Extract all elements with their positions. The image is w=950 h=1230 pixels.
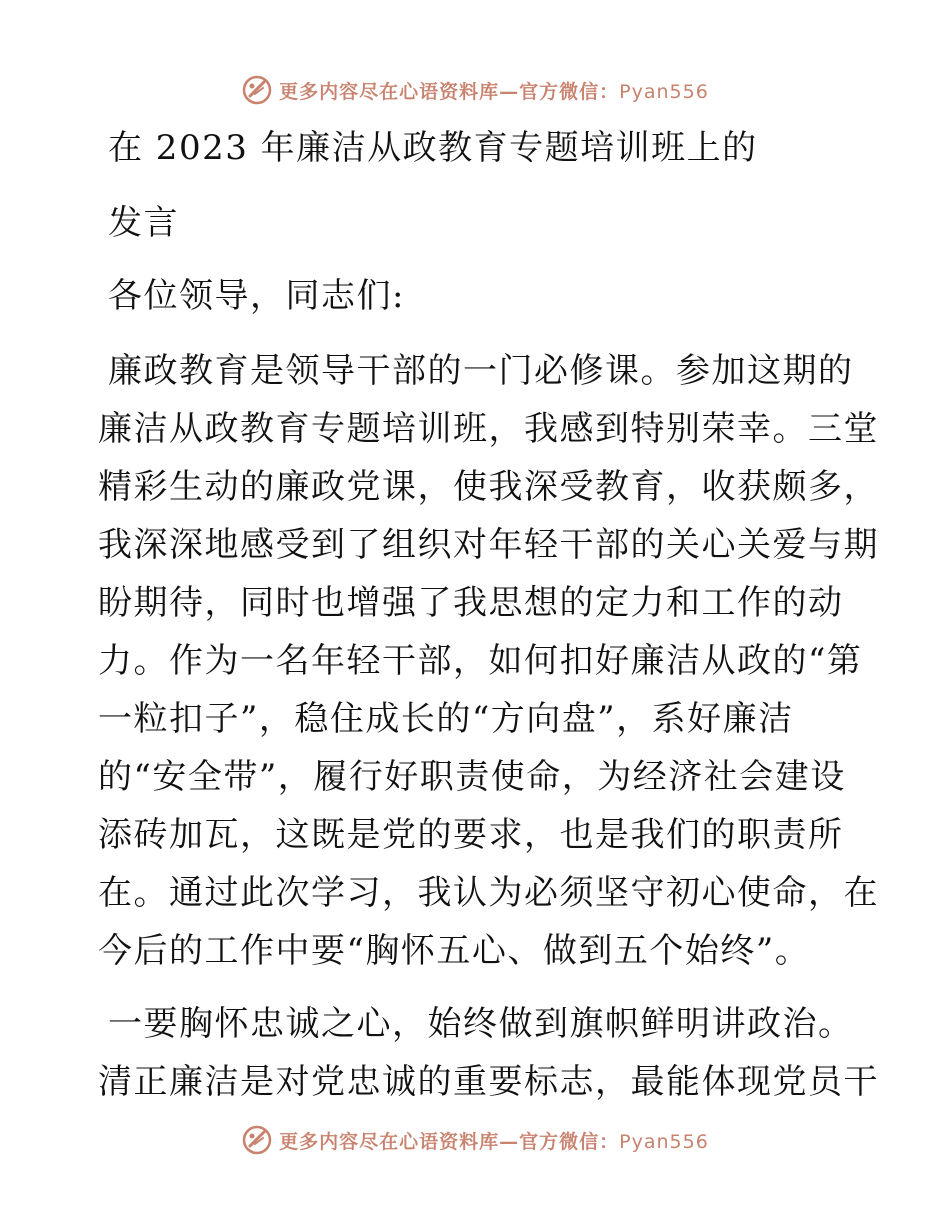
text-line: 廉洁从政教育专题培训班，我感到特别荣幸。三堂 [98,409,879,449]
watermark-text: 更多内容尽在心语资料库—官方微信：Pyan556 [279,80,709,103]
text-line: 廉政教育是领导干部的一门必修课。参加这期的 [108,351,854,391]
text-line: 我深深地感受到了组织对年轻干部的关心关爱与期 [98,525,879,565]
text-line: 一粒扣子”，稳住成长的“方向盘”，系好廉洁 [98,699,794,739]
text-line: 清正廉洁是对党忠诚的重要标志，最能体现党员干 [98,1062,879,1102]
text-line: 一要胸怀忠诚之心，始终做到旗帜鲜明讲政治。 [108,1004,854,1044]
text-line: 精彩生动的廉政党课，使我深受教育，收获颇多， [98,467,879,507]
document-title-line: 在 2023 年廉洁从政教育专题培训班上的 [108,128,758,168]
footer-watermark [0,1120,950,1160]
text-line: 的“安全带”，履行好职责使命，为经济社会建设 [98,757,846,797]
text-line: 在。通过此次学习，我认为必须坚守初心使命，在 [98,873,879,913]
seal-logo-icon [241,74,273,106]
text-line: 盼期待，同时也增强了我思想的定力和工作的动 [98,583,844,623]
text-line: 力。作为一名年轻干部，如何扣好廉洁从政的“第 [98,641,863,681]
document-title-line: 发言 [108,203,179,243]
header-watermark [0,70,950,110]
salutation: 各位领导，同志们: [108,276,405,316]
seal-logo-icon [241,1124,273,1156]
text-line: 添砖加瓦，这既是党的要求，也是我们的职责所 [98,815,844,855]
text-line: 今后的工作中要“胸怀五心、做到五个始终”。 [98,931,811,971]
watermark-text: 更多内容尽在心语资料库—官方微信：Pyan556 [279,1130,709,1153]
